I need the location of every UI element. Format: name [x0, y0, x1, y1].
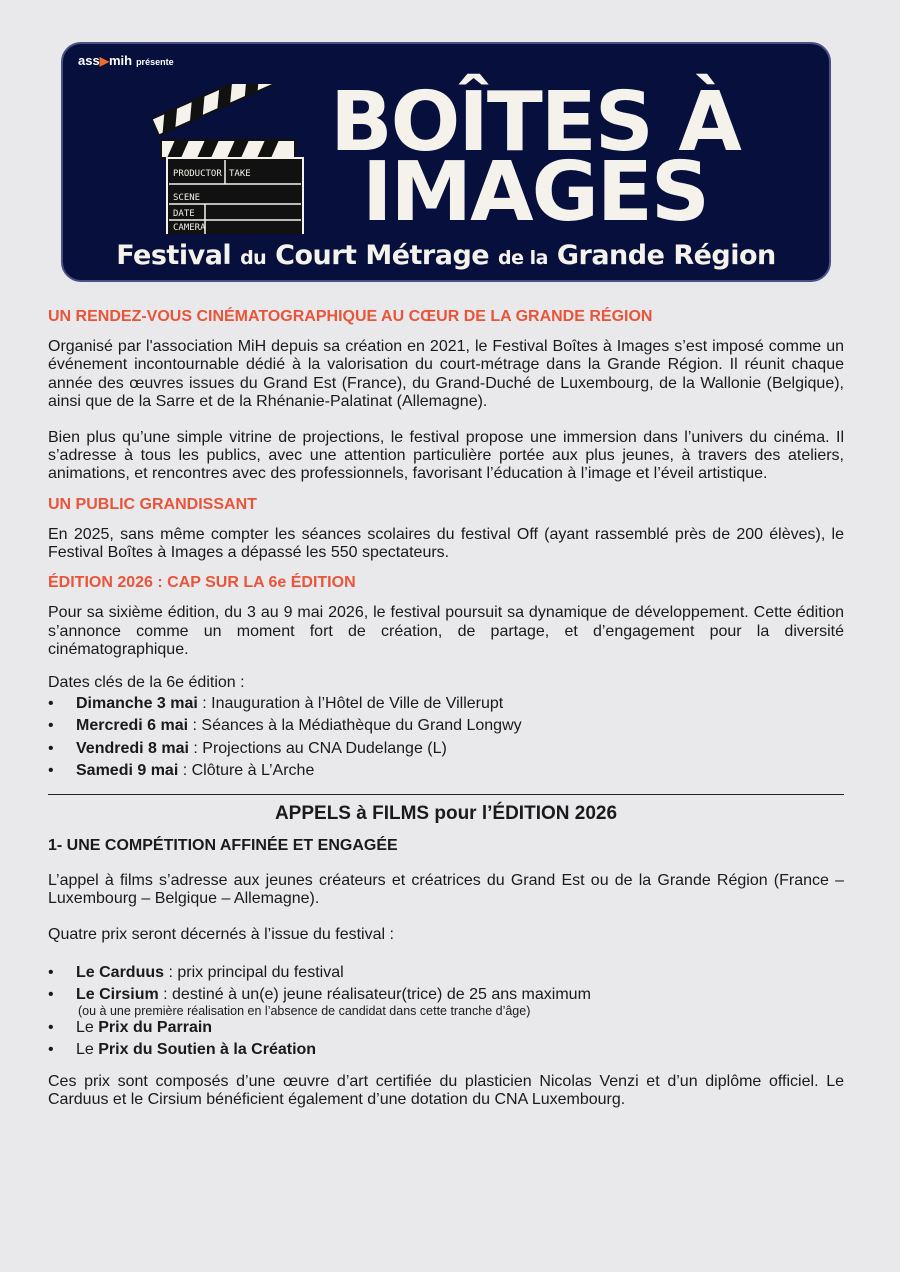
logo-text-b: mih — [108, 53, 133, 68]
clapper-productor: PRODUCTOR — [173, 169, 222, 179]
bullet-icon: • — [48, 717, 54, 735]
section-heading-public: UN PUBLIC GRANDISSANT — [48, 495, 257, 513]
subtitle-court-metrage: Court Métrage — [275, 240, 490, 271]
clapper-take: TAKE — [229, 169, 251, 179]
date-day: Dimanche 3 mai — [76, 695, 198, 713]
date-desc: : Projections au CNA Dudelange (L) — [188, 739, 447, 757]
festival-subtitle — [63, 240, 829, 271]
list-item — [48, 985, 844, 1017]
subtitle-grande-region: Grande Région — [556, 240, 776, 271]
paragraph-prizes-intro: Quatre prix seront décernés à l’issue du festival : — [48, 926, 394, 944]
section-heading-rendez-vous: UN RENDEZ-VOUS CINÉMATOGRAPHIQUE AU CŒUR DE LA GRANDE RÉGION — [48, 308, 653, 325]
date-day: Samedi 9 mai — [76, 761, 179, 779]
bullet-icon: • — [48, 1018, 54, 1036]
list-item — [48, 1039, 844, 1061]
prize-note: (ou à une première réalisation en l’absence de candidat dans cette tranche d’âge) — [78, 1003, 531, 1018]
list-item — [48, 715, 844, 737]
subtitle-du: du — [240, 247, 267, 269]
prize-prefix: Le — [76, 1018, 99, 1036]
bullet-icon: • — [48, 761, 54, 779]
paragraph-call: L’appel à films s’adresse aux jeunes créateurs et créatrices du Grand Est ou de la Grande Région (France – Luxembourg – Belgique – Allemagne). — [48, 871, 844, 907]
prize-desc: : destiné à un(e) jeune réalisateur(trice) de 25 ans maximum — [158, 985, 591, 1003]
section-heading-edition: ÉDITION 2026 : CAP SUR LA 6e ÉDITION — [48, 574, 356, 592]
festival-banner — [61, 42, 831, 282]
paragraph-public: En 2025, sans même compter les séances scolaires du festival Off (ayant rassemblé près de 200 élèves), le Festival Boîtes à Images a dépassé les 550 spectateurs. — [48, 525, 844, 562]
key-dates-list — [48, 693, 844, 782]
title-line-2: IMAGES — [362, 145, 708, 240]
date-day: Vendredi 8 mai — [76, 739, 189, 757]
paragraph-immersion: Bien plus qu’une simple vitrine de projections, le festival propose une immersion dans l’univers du cinéma. Il s’adresse à tous les publics, avec une attention particulière portée aux plus jeunes, à travers des ateliers, animations, et rencontres avec des professionnels, favorisant l’éducation à l’image et l’éveil artistique. — [48, 429, 844, 483]
prize-prefix: Le — [76, 1040, 99, 1058]
clapper-camera: CAMERA — [173, 223, 206, 233]
clapperboard-icon — [153, 84, 313, 234]
paragraph-edition: Pour sa sixième édition, du 3 au 9 mai 2026, le festival poursuit sa dynamique de développement. Cette édition s’annonce comme un moment fort de création, de partage, et d’engagement pour la diversité cinématographique. — [48, 604, 844, 658]
subtitle-de-la: de la — [498, 247, 548, 269]
list-item — [48, 693, 844, 715]
paragraph-prizes-composition: Ces prix sont composés d’une œuvre d’art certifiée du plasticien Nicolas Venzi et d’un diplôme officiel. Le Carduus et le Cirsium bénéficient également d’une dotation du CNA Luxembourg. — [48, 1073, 844, 1109]
list-item — [48, 1017, 844, 1039]
date-day: Mercredi 6 mai — [76, 717, 189, 735]
date-desc: : Clôture à L’Arche — [178, 761, 315, 779]
logo-presents: présente — [136, 57, 174, 67]
document-body — [48, 308, 844, 1128]
list-item — [48, 760, 844, 782]
bullet-icon: • — [48, 1040, 54, 1058]
prize-name: Prix du Soutien à la Création — [98, 1040, 317, 1058]
prize-name: Le Carduus — [76, 964, 165, 982]
prize-name: Prix du Parrain — [98, 1018, 213, 1036]
list-item — [48, 738, 844, 760]
prizes-list — [48, 962, 844, 1061]
date-desc: : Séances à la Médiathèque du Grand Longwy — [188, 717, 522, 735]
section-divider — [48, 794, 844, 795]
calls-title: APPELS à FILMS pour l’ÉDITION 2026 — [274, 803, 618, 825]
assomih-logo — [78, 53, 174, 68]
prize-desc: : prix principal du festival — [164, 964, 344, 982]
logo-arrow-icon: ▶ — [99, 54, 109, 68]
calls-sub-heading: 1- UNE COMPÉTITION AFFINÉE ET ENGAGÉE — [48, 837, 398, 855]
clapper-scene: SCENE — [173, 193, 201, 203]
bullet-icon: • — [48, 739, 54, 757]
paragraph-intro: Organisé par l'association MiH depuis sa création en 2021, le Festival Boîtes à Images s’est imposé comme un événement incontournable dédié à la valorisation du court-métrage dans la Grande Région. Il réunit chaque année des œuvres issues du Grand Est (France), du Grand-Duché de Luxembourg, de la Wallonie (Belgique), ainsi que de la Sarre et de la Rhénanie-Palatinat (Allemagne). — [48, 338, 844, 410]
date-desc: : Inauguration à l’Hôtel de Ville de Villerupt — [197, 695, 504, 713]
title-line-1: BOÎTES À — [330, 75, 740, 170]
list-item — [48, 962, 844, 984]
bullet-icon: • — [48, 695, 54, 713]
clapper-date: DATE — [173, 209, 195, 219]
dates-intro: Dates clés de la 6e édition : — [48, 674, 245, 692]
bullet-icon: • — [48, 985, 54, 1003]
subtitle-festival: Festival — [116, 240, 232, 271]
bullet-icon: • — [48, 964, 54, 982]
prize-name: Le Cirsium — [76, 985, 159, 1003]
logo-text-a: ass — [78, 53, 100, 68]
